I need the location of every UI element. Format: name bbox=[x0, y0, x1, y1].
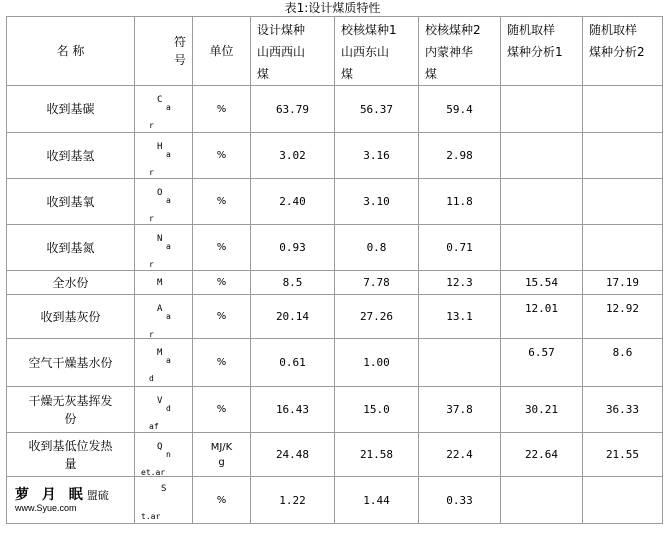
row-value-v2: 27.26 bbox=[335, 295, 419, 339]
table-title: 表1:设计煤质特性 bbox=[284, 1, 381, 15]
row-unit: MJ/K g bbox=[193, 433, 251, 477]
row-symbol: C a r bbox=[135, 86, 193, 133]
row-unit: % bbox=[193, 339, 251, 387]
row-value-v4 bbox=[501, 133, 583, 179]
row-value-v4: 12.01 bbox=[501, 295, 583, 339]
table-row bbox=[7, 387, 663, 433]
row-value-v4 bbox=[501, 477, 583, 524]
row-symbol: M bbox=[135, 271, 193, 295]
row-value-v4 bbox=[501, 179, 583, 225]
row-value-v2: 7.78 bbox=[335, 271, 419, 295]
row-value-v1: 8.5 bbox=[251, 271, 335, 295]
row-value-v5 bbox=[583, 179, 663, 225]
header-symbol: 符 号 bbox=[135, 17, 193, 86]
row-value-v5 bbox=[583, 133, 663, 179]
table-row bbox=[7, 179, 663, 225]
row-value-v2: 21.58 bbox=[335, 433, 419, 477]
header-col1: 设计煤种 山西西山 煤 bbox=[251, 17, 335, 86]
row-symbol: H a r bbox=[135, 133, 193, 179]
row-name: 收到基灰份 bbox=[7, 295, 135, 339]
table-row bbox=[7, 225, 663, 271]
row-value-v5: 12.92 bbox=[583, 295, 663, 339]
row-value-v2: 3.10 bbox=[335, 179, 419, 225]
row-value-v3: 11.8 bbox=[419, 179, 501, 225]
row-value-v2: 3.16 bbox=[335, 133, 419, 179]
header-col4: 随机取样 煤种分析1 bbox=[501, 17, 583, 86]
header-unit: 单位 bbox=[193, 17, 251, 86]
row-value-v4: 30.21 bbox=[501, 387, 583, 433]
header-col2: 校核煤种1 山西东山 煤 bbox=[335, 17, 419, 86]
coal-quality-table bbox=[6, 16, 663, 524]
table-row bbox=[7, 339, 663, 387]
row-value-v2: 0.8 bbox=[335, 225, 419, 271]
row-value-v3: 0.71 bbox=[419, 225, 501, 271]
row-symbol: A a r bbox=[135, 295, 193, 339]
row-value-v4 bbox=[501, 86, 583, 133]
watermark-url: www.Syue.com bbox=[15, 502, 77, 513]
table-row bbox=[7, 295, 663, 339]
table-row bbox=[7, 433, 663, 477]
row-value-v5 bbox=[583, 477, 663, 524]
table-row bbox=[7, 271, 663, 295]
row-value-v3: 59.4 bbox=[419, 86, 501, 133]
row-value-v1: 24.48 bbox=[251, 433, 335, 477]
watermark-cell bbox=[7, 477, 135, 524]
row-value-v3: 0.33 bbox=[419, 477, 501, 524]
row-value-v2: 15.0 bbox=[335, 387, 419, 433]
row-unit: % bbox=[193, 295, 251, 339]
row-value-v5: 21.55 bbox=[583, 433, 663, 477]
row-name: 空气干燥基水份 bbox=[7, 339, 135, 387]
row-value-v5: 36.33 bbox=[583, 387, 663, 433]
row-name: 收到基氮 bbox=[7, 225, 135, 271]
row-value-v4: 22.64 bbox=[501, 433, 583, 477]
row-symbol: S t.ar bbox=[135, 477, 193, 524]
row-name: 收到基低位发热 量 bbox=[7, 433, 135, 477]
row-value-v4: 6.57 bbox=[501, 339, 583, 387]
row-value-v5: 17.19 bbox=[583, 271, 663, 295]
row-unit: % bbox=[193, 387, 251, 433]
row-name: 收到基碳 bbox=[7, 86, 135, 133]
row-value-v4: 15.54 bbox=[501, 271, 583, 295]
row-value-v1: 16.43 bbox=[251, 387, 335, 433]
row-unit: % bbox=[193, 86, 251, 133]
row-value-v2: 56.37 bbox=[335, 86, 419, 133]
header-row bbox=[7, 17, 663, 86]
row-name: 干燥无灰基挥发 份 bbox=[7, 387, 135, 433]
row-value-v2: 1.00 bbox=[335, 339, 419, 387]
row-unit: % bbox=[193, 477, 251, 524]
row-value-v5: 8.6 bbox=[583, 339, 663, 387]
row-symbol: Q n et.ar bbox=[135, 433, 193, 477]
row-symbol: M a d bbox=[135, 339, 193, 387]
row-name: 收到基氢 bbox=[7, 133, 135, 179]
row-value-v1: 63.79 bbox=[251, 86, 335, 133]
row-value-v3 bbox=[419, 339, 501, 387]
table-row bbox=[7, 477, 663, 524]
row-symbol: V d af bbox=[135, 387, 193, 433]
row-value-v1: 2.40 bbox=[251, 179, 335, 225]
row-value-v2: 1.44 bbox=[335, 477, 419, 524]
row-value-v3: 37.8 bbox=[419, 387, 501, 433]
row-value-v5 bbox=[583, 225, 663, 271]
row-value-v5 bbox=[583, 86, 663, 133]
row-value-v3: 2.98 bbox=[419, 133, 501, 179]
row-value-v4 bbox=[501, 225, 583, 271]
table-row bbox=[7, 133, 663, 179]
header-name: 名 称 bbox=[7, 17, 135, 86]
row-value-v3: 22.4 bbox=[419, 433, 501, 477]
row-value-v1: 3.02 bbox=[251, 133, 335, 179]
header-col3: 校核煤种2 内蒙神华 煤 bbox=[419, 17, 501, 86]
row-value-v3: 13.1 bbox=[419, 295, 501, 339]
row-value-v1: 0.61 bbox=[251, 339, 335, 387]
row-name: 全水份 bbox=[7, 271, 135, 295]
row-value-v1: 1.22 bbox=[251, 477, 335, 524]
row-unit: % bbox=[193, 133, 251, 179]
row-unit: % bbox=[193, 179, 251, 225]
row-symbol: O a r bbox=[135, 179, 193, 225]
row-unit: % bbox=[193, 271, 251, 295]
row-value-v1: 0.93 bbox=[251, 225, 335, 271]
row-unit: % bbox=[193, 225, 251, 271]
row-symbol: N a r bbox=[135, 225, 193, 271]
row-name: 收到基氧 bbox=[7, 179, 135, 225]
table-row bbox=[7, 86, 663, 133]
watermark-logo: 萝 月 眠盟硫 bbox=[15, 486, 109, 503]
row-value-v1: 20.14 bbox=[251, 295, 335, 339]
header-col5: 随机取样 煤种分析2 bbox=[583, 17, 663, 86]
row-value-v3: 12.3 bbox=[419, 271, 501, 295]
